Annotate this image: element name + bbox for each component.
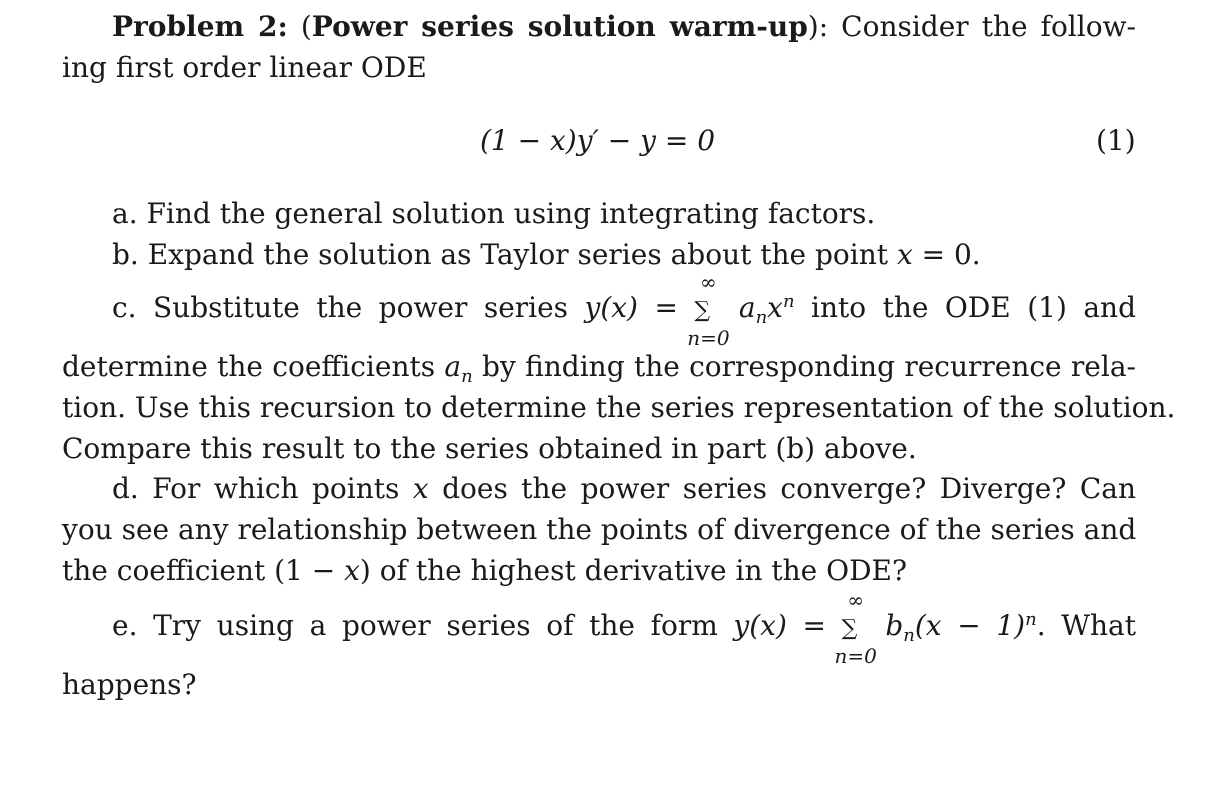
part-a-text: a. Find the general solution using integrating factors. bbox=[112, 197, 876, 230]
part-b-math-x: x bbox=[896, 238, 913, 271]
part-c-summation: ∞ ∑ n=0 bbox=[687, 270, 730, 350]
problem-intro-1: Consider the follow- bbox=[841, 10, 1136, 43]
problem-intro-2: ing first order linear ODE bbox=[62, 51, 427, 84]
part-c-coef: $a_n$ bbox=[444, 350, 473, 387]
part-b: b. Expand the solution as Taylor series about the point x = 0. bbox=[112, 238, 981, 271]
part-a bbox=[112, 197, 875, 231]
problem-title-open: ( bbox=[300, 10, 312, 43]
part-e-line-1: e. Try using a power series of the form y(x) = ∞ ∑ n=0 $b_n(x - 1)^n$. What bbox=[112, 588, 1137, 668]
ode-equation bbox=[480, 124, 715, 158]
part-d-line-2: you see any relationship between the points of divergence of the series and bbox=[62, 513, 1137, 546]
problem-title: Power series solution warm-up bbox=[311, 10, 808, 43]
part-e-line-2: happens? bbox=[62, 668, 197, 701]
part-e-term: $b_n(x - 1)^n$ bbox=[885, 609, 1037, 646]
equation-number: (1) bbox=[1096, 124, 1136, 157]
part-c-line-3: tion. Use this recursion to determine the series representation of the solution. bbox=[62, 391, 1176, 424]
part-c-line-1: c. Substitute the power series y(x) = ∞ ∑ n=0 $a_nx^n$ into the ODE (1) and bbox=[112, 270, 1136, 350]
ode-expression: (1 − x)y′ − y = 0 bbox=[480, 124, 716, 157]
part-e-summation: ∞ ∑ n=0 bbox=[834, 588, 877, 668]
part-c-term: $a_nx^n$ bbox=[738, 291, 795, 328]
part-d-line-3: the coefficient (1 − x) of the highest derivative in the ODE? bbox=[62, 554, 907, 587]
part-d-line-1: d. For which points x does the power series converge? Diverge? Can bbox=[112, 472, 1136, 505]
part-e-lhs: y(x) bbox=[733, 609, 787, 642]
part-c-lhs: y(x) bbox=[584, 291, 638, 324]
problem-label: Problem 2: bbox=[112, 10, 288, 43]
problem-intro-line-2 bbox=[62, 51, 427, 85]
problem-heading-line bbox=[112, 10, 1136, 44]
part-d-math-x: x bbox=[412, 472, 429, 505]
part-c-line-4: Compare this result to the series obtained in part (b) above. bbox=[62, 432, 917, 465]
part-c-line-2: determine the coefficients $a_n$ by finding the corresponding recurrence rela- bbox=[62, 350, 1136, 387]
problem-title-close: ): bbox=[807, 10, 829, 43]
